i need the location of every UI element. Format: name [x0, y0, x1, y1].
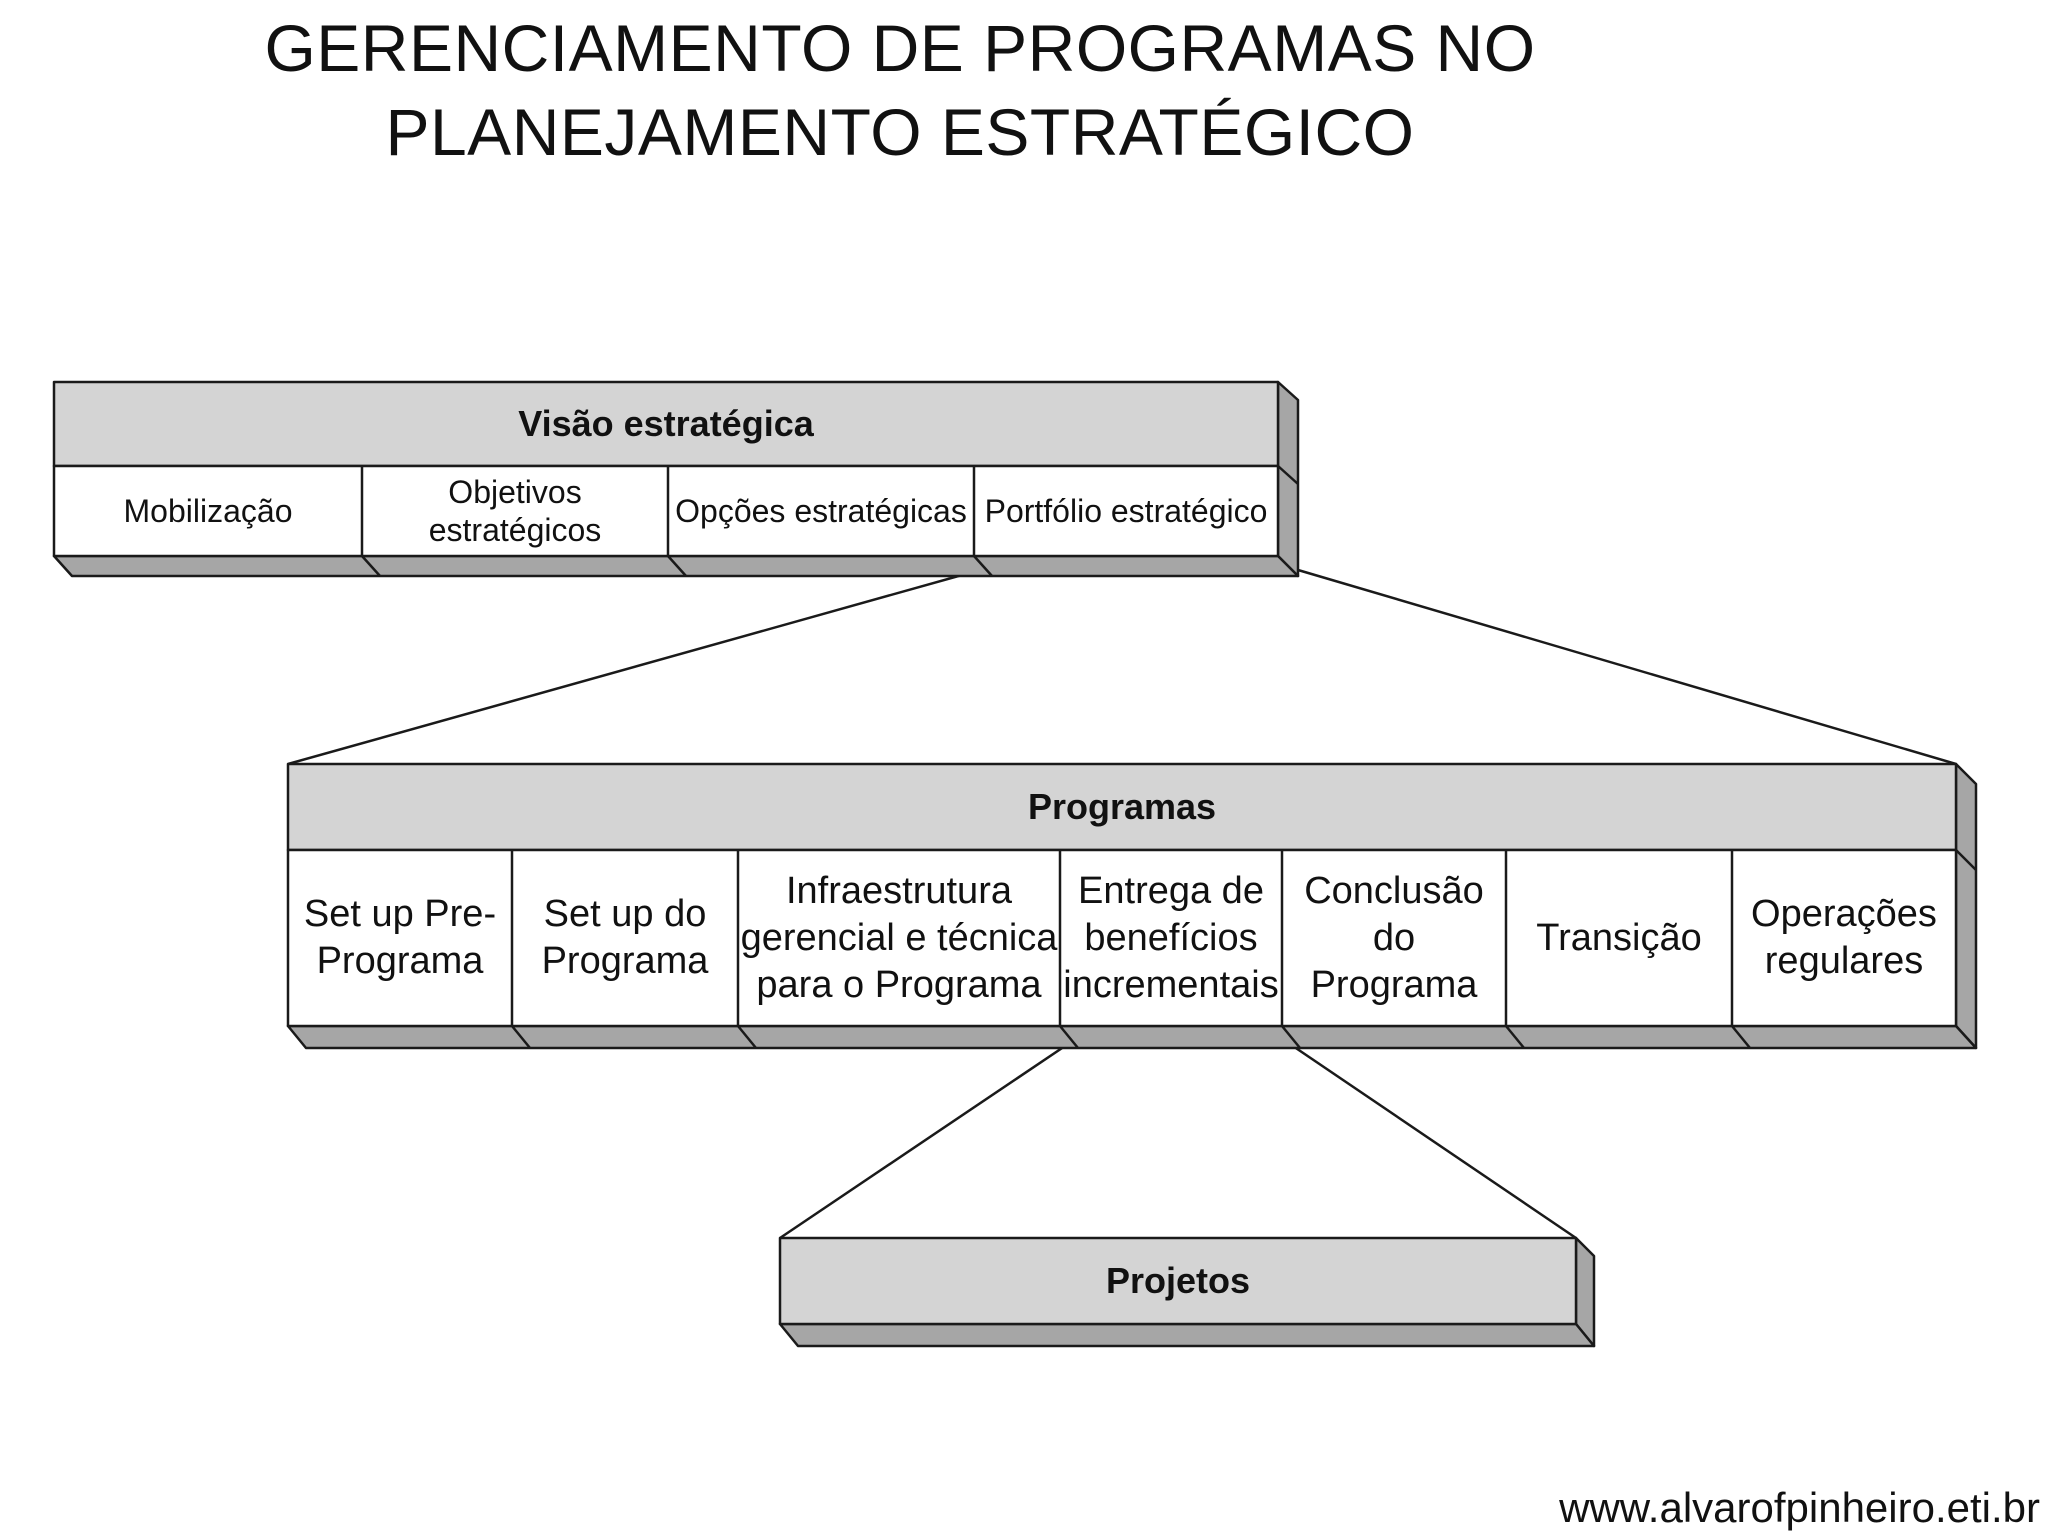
connector-line — [780, 1040, 1074, 1238]
strategic-cell-objectives: Objetivos estratégicos — [428, 474, 602, 548]
program-cell-pre-setup: Set up Pre- Programa — [303, 893, 497, 982]
footer-url: www.alvarofpinheiro.eti.br — [1559, 1484, 2040, 1531]
connector-line — [288, 570, 980, 764]
title-line-2: PLANEJAMENTO ESTRATÉGICO — [385, 95, 1415, 169]
strategic-cell-portfolio: Portfólio estratégico — [984, 493, 1268, 529]
program-cell-closure: Conclusão do Programa — [1304, 869, 1484, 1006]
program-cell-infrastructure: Infraestrutura gerencial e técnica para o Programa — [740, 869, 1058, 1006]
programs-header: Programas — [1027, 786, 1217, 827]
strategic-cell-options: Opções estratégicas — [675, 493, 967, 529]
program-cell-benefits-delivery: Entrega de benefícios incrementais — [1063, 869, 1279, 1006]
strategic-cell-mobilization: Mobilização — [123, 493, 293, 529]
strategic-vision-header: Visão estratégica — [518, 403, 814, 444]
connector-line — [1284, 1040, 1576, 1238]
connector-line — [1298, 570, 1956, 764]
title-line-1: GERENCIAMENTO DE PROGRAMAS NO — [264, 11, 1536, 85]
program-cell-regular-operations: Operações regulares — [1751, 893, 1937, 982]
program-cell-transition: Transição — [1536, 916, 1702, 959]
projects-header: Projetos — [1105, 1260, 1251, 1301]
program-cell-setup: Set up do Programa — [541, 893, 709, 982]
